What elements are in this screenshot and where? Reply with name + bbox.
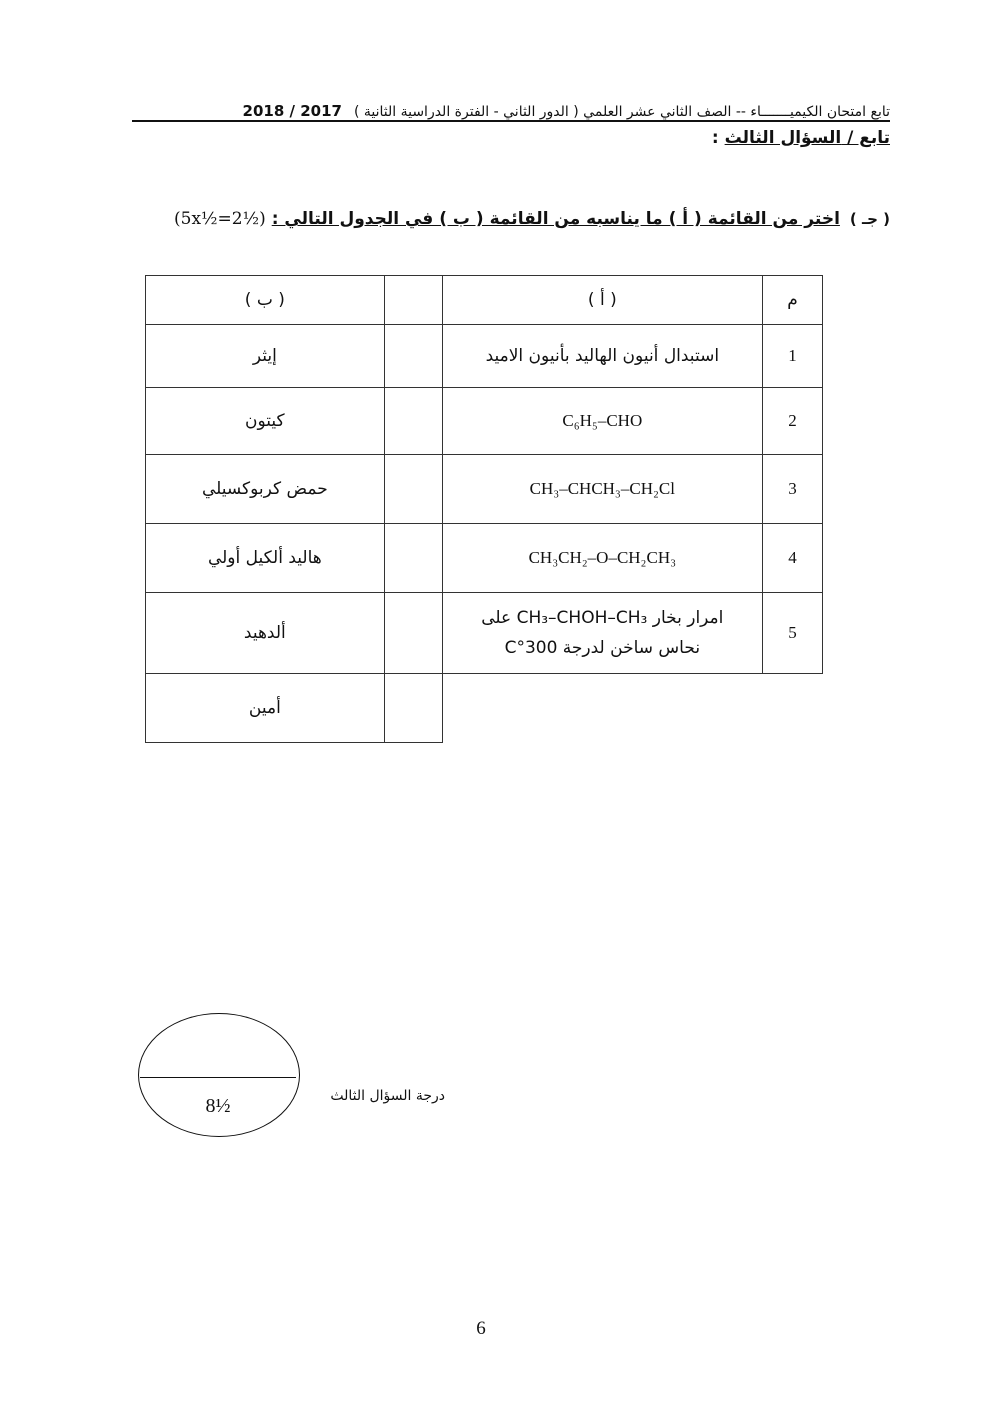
section-prefix: تابع /	[841, 128, 890, 148]
header-num: م	[763, 276, 823, 325]
row-number: 4	[763, 524, 823, 593]
answer-blank[interactable]	[384, 593, 442, 674]
part-label: ( جـ )	[849, 210, 890, 228]
score-label: درجة السؤال الثالث	[330, 1088, 445, 1104]
instruction-text: اختر من القائمة ( أ ) ما يناسبه من القائمة ( ب ) في الجدول التالي :	[271, 209, 840, 229]
answer-blank[interactable]	[384, 388, 442, 455]
list-a-item	[442, 593, 763, 674]
page-number: 6	[476, 1318, 486, 1339]
answer-blank[interactable]	[384, 325, 442, 388]
table-row	[146, 524, 823, 593]
score-circle-divider	[140, 1077, 296, 1078]
list-b-item: إيثر	[146, 325, 385, 388]
header-text: تابع امتحان الكيميـــــــاء -- الصف الثاني عشر العلمي ( الدور الثاني - الفترة الدراسية الثانية )	[353, 104, 890, 120]
row-number: 3	[763, 455, 823, 524]
section-title	[712, 128, 890, 148]
header-list-a: ( أ )	[442, 276, 763, 325]
list-b-item: حمض كربوكسيلي	[146, 455, 385, 524]
question-instruction	[174, 209, 890, 229]
list-a-item-line2: نحاس ساخن لدرجة 300°C	[504, 638, 701, 658]
header-list-b: ( ب )	[146, 276, 385, 325]
section-name: السؤال الثالث	[724, 128, 842, 148]
section-suffix: :	[711, 128, 725, 148]
table-header-row	[146, 276, 823, 325]
list-a-formula: CH₃–CHCH₃–CH₂Cl	[442, 455, 763, 524]
row-number: 5	[763, 593, 823, 674]
table-row	[146, 674, 823, 743]
list-a-formula: C₆H₅–CHO	[442, 388, 763, 455]
list-b-item: أمين	[146, 674, 385, 743]
list-a-formula: CH₃CH₂–O–CH₂CH₃	[442, 524, 763, 593]
answer-blank[interactable]	[384, 524, 442, 593]
list-b-item: ألدهيد	[146, 593, 385, 674]
row-number: 2	[763, 388, 823, 455]
list-a-item-line1: امرار بخار CH₃–CHOH–CH₃ على	[481, 608, 724, 628]
exam-header	[132, 86, 890, 122]
answer-blank[interactable]	[384, 674, 442, 743]
score-value: 8½	[205, 1095, 231, 1117]
table-row	[146, 455, 823, 524]
table-row	[146, 325, 823, 388]
table-row	[146, 388, 823, 455]
header-year: 2018 / 2017	[242, 102, 342, 120]
answer-blank[interactable]	[384, 455, 442, 524]
empty-cell	[763, 674, 823, 743]
list-a-item: استبدال أنيون الهاليد بأنيون الاميد	[442, 325, 763, 388]
score-circle	[138, 1013, 300, 1137]
header-answer-blank	[384, 276, 442, 325]
empty-cell	[442, 674, 763, 743]
list-b-item: كيتون	[146, 388, 385, 455]
score-formula: (5x½=2½)	[174, 209, 266, 229]
row-number: 1	[763, 325, 823, 388]
matching-table	[145, 275, 823, 743]
table-row	[146, 593, 823, 674]
list-b-item: هاليد ألكيل أولي	[146, 524, 385, 593]
